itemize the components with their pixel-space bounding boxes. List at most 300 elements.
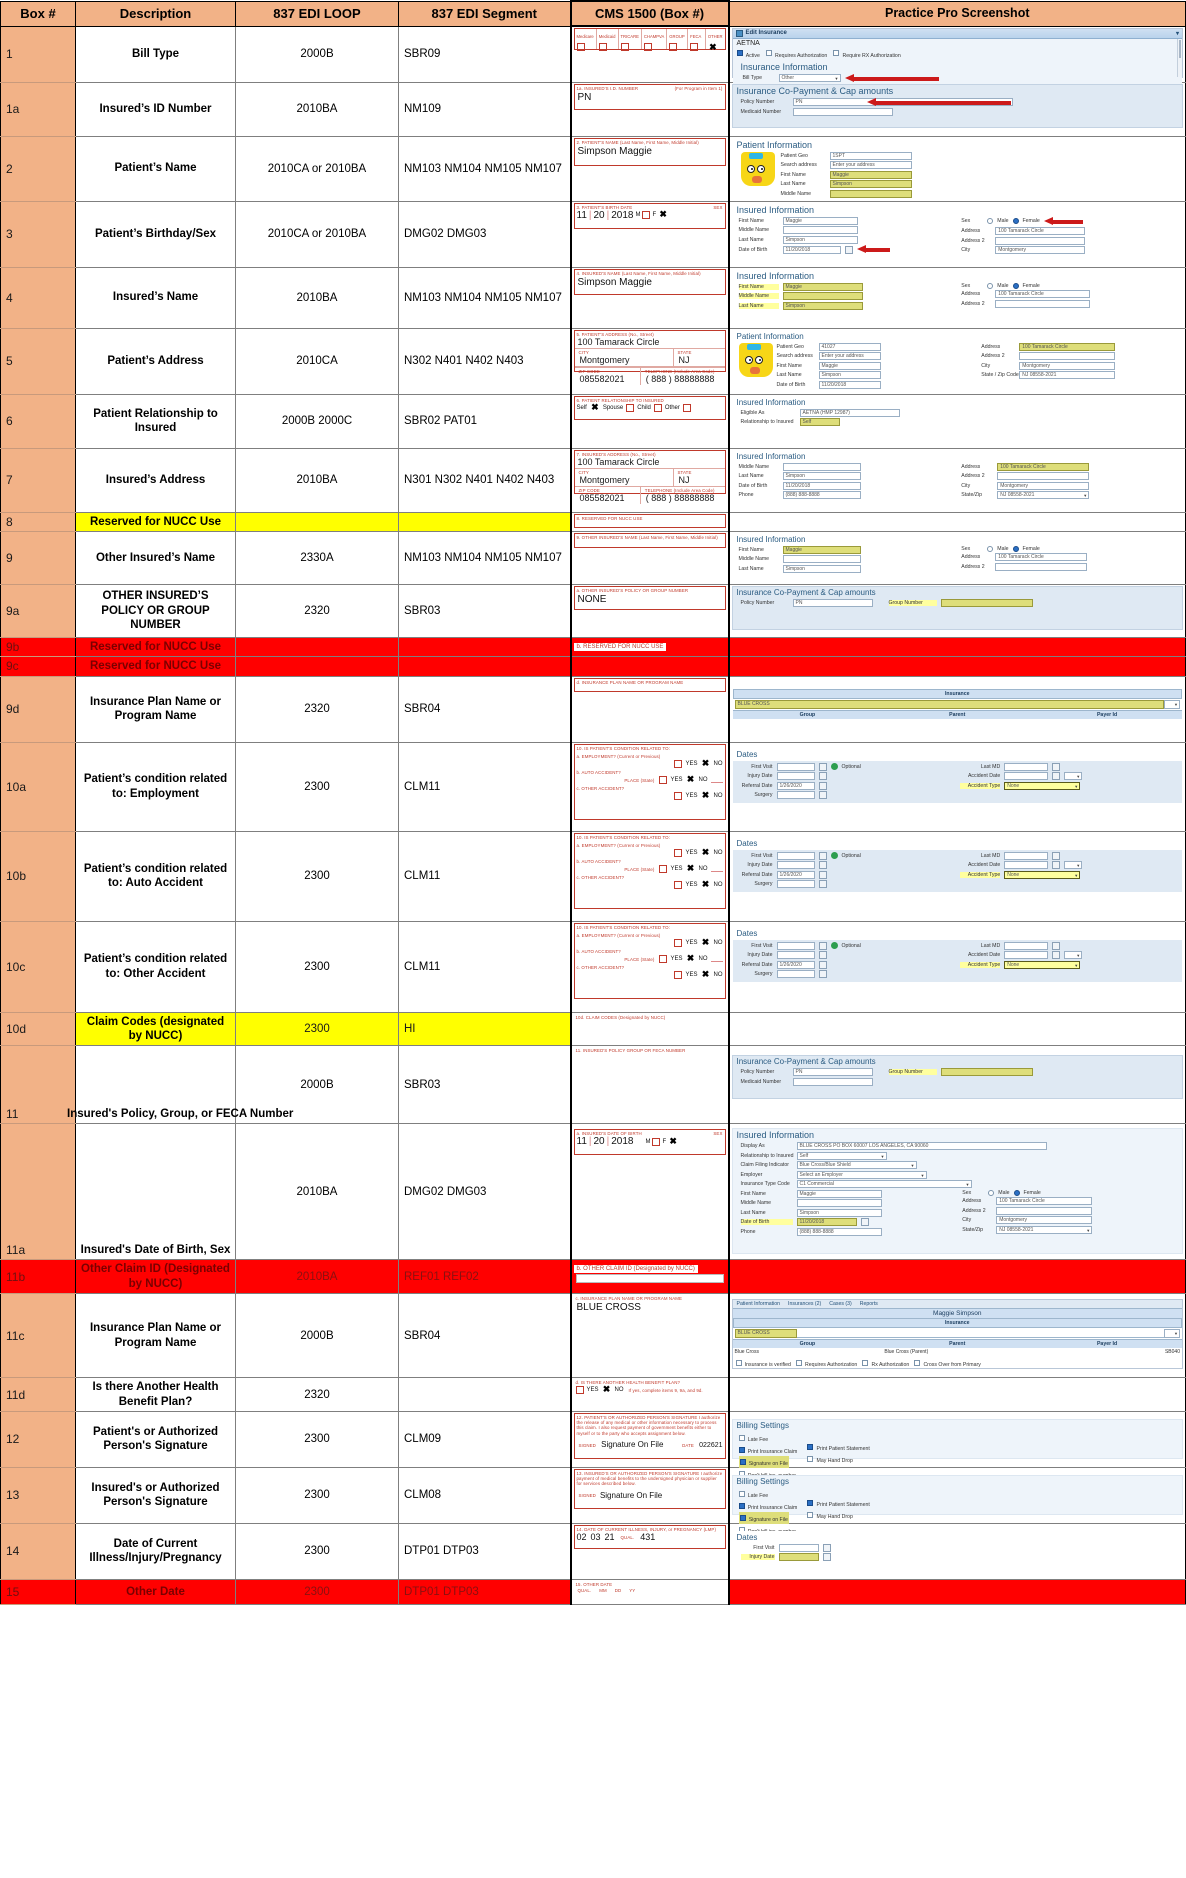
- last-name-field[interactable]: Simpson: [783, 302, 863, 310]
- row-description: Insured's Policy, Group, or FECA Number: [76, 1046, 236, 1124]
- pp-dates-panel[interactable]: [732, 748, 1184, 808]
- address-field[interactable]: 100 Tamarack Circle: [995, 290, 1090, 298]
- calendar-icon[interactable]: [819, 861, 827, 869]
- row-edi-loop: [236, 637, 399, 656]
- last-name-field[interactable]: Simpson: [819, 371, 881, 379]
- date-of-birth-field[interactable]: 11/20/2018: [797, 1218, 857, 1226]
- injury-date-field[interactable]: [779, 1553, 819, 1561]
- insurance-table-row[interactable]: [733, 1348, 1183, 1356]
- scrollbar[interactable]: [1177, 39, 1182, 77]
- row-box-number: 11d: [1, 1378, 76, 1412]
- first-name-field[interactable]: Maggie: [819, 362, 881, 370]
- calendar-icon[interactable]: [819, 951, 827, 959]
- cms-city-value: Montgomery: [579, 354, 630, 365]
- calendar-icon[interactable]: [1052, 861, 1060, 869]
- row-edi-loop: 2000B: [236, 1046, 399, 1124]
- cms-caption: 11. INSURED'S POLICY GROUP OR FECA NUMBER: [575, 1048, 686, 1054]
- cell-payer-id: SB040: [1164, 1349, 1180, 1356]
- requires-authorization-checkbox[interactable]: [796, 1360, 802, 1366]
- accident-type-select[interactable]: None ▼: [1004, 871, 1080, 879]
- surgery-field[interactable]: [777, 880, 815, 888]
- last-name-label: Last Name: [776, 372, 802, 378]
- cms-caption: 13. INSURED'S OR AUTHORIZED PERSON'S SIGNATURE I authorize payment of medical benefits to the undersigned physician or supplier for services described below.: [576, 1470, 723, 1487]
- row-description: Insured’s Address: [76, 448, 236, 512]
- pp-section-title: Insured Information: [736, 397, 806, 407]
- pp-copay-cap-panel[interactable]: [732, 586, 1184, 630]
- state-zip-label: State/Zip: [961, 492, 983, 498]
- cms-dd: 03: [590, 1531, 601, 1542]
- table-row: [1, 136, 1186, 201]
- city-field[interactable]: Montgomery: [1019, 362, 1115, 370]
- tab-patient-information[interactable]: Patient Information: [736, 1301, 781, 1308]
- address-field[interactable]: 100 Tamarack Circle: [995, 553, 1087, 561]
- row-description: Insured's Date of Birth, Sex: [76, 1124, 236, 1260]
- print-insurance-claim-checkbox[interactable]: [739, 1447, 745, 1453]
- row-description: Patient’s condition related to: Other Accident: [76, 921, 236, 1012]
- cms-caption: 10d. CLAIM CODES (Designated by NUCC): [575, 1014, 666, 1020]
- pp-billing-settings-panel[interactable]: [732, 1419, 1184, 1467]
- city-label: City: [961, 482, 971, 489]
- pp-dates-panel[interactable]: [732, 1531, 1184, 1567]
- late-fee-label: Late Fee: [747, 1436, 769, 1443]
- address2-field[interactable]: [1019, 352, 1115, 360]
- sex-male-radio[interactable]: [987, 218, 993, 224]
- sex-female-radio[interactable]: [1014, 1190, 1020, 1196]
- injury-date-field[interactable]: [777, 861, 815, 869]
- last-md-field[interactable]: [1004, 763, 1048, 771]
- row-edi-segment: HI: [399, 1012, 571, 1046]
- calendar-icon[interactable]: [819, 970, 827, 978]
- cms-sex-m-label: M: [645, 1138, 651, 1145]
- accident-date-field[interactable]: [1004, 951, 1048, 959]
- calendar-icon[interactable]: [1052, 951, 1060, 959]
- table-row: [1, 1467, 1186, 1523]
- middle-name-field[interactable]: [783, 226, 858, 234]
- print-insurance-claim-label: Print Insurance Claim: [747, 1448, 798, 1455]
- pp-insured-information-panel[interactable]: Insured Information First Name Maggie Middle Name Last Name Simpson Sex Male Female Address 100 Tamarack Circle Address 2: [732, 269, 1184, 325]
- calendar-icon[interactable]: [819, 772, 827, 780]
- middle-name-field[interactable]: [783, 555, 861, 563]
- print-patient-statement-checkbox[interactable]: [807, 1500, 813, 1506]
- state-zip-select[interactable]: NJ 08558-2021 ▼: [996, 1226, 1092, 1234]
- policy-number-field[interactable]: PN: [793, 98, 1013, 106]
- pp-billing-settings-panel[interactable]: [732, 1475, 1184, 1523]
- middle-name-field[interactable]: [830, 190, 912, 198]
- red-arrow-icon: [1044, 217, 1084, 226]
- patient-geo-label: Patient Geo: [780, 152, 808, 159]
- may-hand-drop-checkbox[interactable]: [807, 1512, 813, 1518]
- cms-caption: 14. DATE OF CURRENT ILLNESS, INJURY, or PREGNANCY (LMP): [576, 1526, 717, 1532]
- cms-sex-f-label: F: [652, 212, 657, 219]
- row-box-number: 7: [1, 448, 76, 512]
- optional-indicator-icon: [831, 942, 838, 949]
- requires-auth-checkbox[interactable]: [766, 50, 772, 56]
- address2-field[interactable]: [995, 237, 1085, 245]
- display-as-field[interactable]: BLUE CROSS PO BOX 60007 LOS ANGELES, CA 90060: [797, 1142, 1047, 1150]
- cms-form-cell: [571, 1411, 729, 1467]
- insurance-type-code-label: Insurance Type Code: [740, 1181, 790, 1188]
- policy-number-field[interactable]: PN: [793, 599, 873, 607]
- row-description: Patient Relationship to Insured: [76, 394, 236, 448]
- date-of-birth-field[interactable]: 11/20/2018: [783, 482, 861, 490]
- active-checkbox[interactable]: [737, 50, 743, 56]
- last-name-field[interactable]: Simpson: [783, 565, 861, 573]
- print-insurance-claim-checkbox[interactable]: [739, 1503, 745, 1509]
- address2-field[interactable]: [995, 563, 1087, 571]
- first-name-field[interactable]: Maggie: [783, 283, 863, 291]
- pp-dates-panel[interactable]: [732, 927, 1184, 987]
- cms-city-value: Montgomery: [579, 474, 630, 485]
- practice-pro-cell: [729, 921, 1186, 1012]
- row-description: Other Claim ID (Designated by NUCC): [76, 1260, 236, 1294]
- practice-pro-cell: [729, 1579, 1186, 1604]
- calendar-icon[interactable]: [1052, 942, 1060, 950]
- calendar-icon[interactable]: [819, 871, 827, 879]
- row-description: Reserved for NUCC Use: [76, 657, 236, 676]
- state-zip-select[interactable]: NJ 08558-2021 ▼: [997, 491, 1089, 499]
- calendar-icon[interactable]: [1052, 772, 1060, 780]
- group-number-label: Group Number: [889, 1069, 937, 1075]
- first-name-field[interactable]: Maggie: [797, 1190, 882, 1198]
- tab-reports[interactable]: Reports: [859, 1301, 878, 1308]
- insurance-selected-field[interactable]: BLUE CROSS: [735, 1329, 797, 1338]
- late-fee-checkbox[interactable]: [739, 1491, 745, 1497]
- calendar-icon[interactable]: [819, 852, 827, 860]
- tab-insurances[interactable]: Insurances (2): [788, 1301, 822, 1308]
- pp-copay-cap-panel[interactable]: [732, 84, 1184, 128]
- table-row: [1, 1012, 1186, 1046]
- tab-cases[interactable]: Cases (3): [829, 1301, 852, 1308]
- address-label: Address: [961, 463, 981, 470]
- pp-section-title: Dates: [736, 749, 758, 759]
- signature-on-file-checkbox[interactable]: [740, 1459, 746, 1465]
- accident-sub-select[interactable]: [1064, 772, 1082, 780]
- relationship-to-insured-field[interactable]: Self: [800, 418, 840, 426]
- last-name-field[interactable]: Simpson: [830, 180, 912, 188]
- last-md-field[interactable]: [1004, 942, 1048, 950]
- pp-section-title: Insured Information: [736, 451, 806, 461]
- red-arrow-icon: [857, 245, 891, 254]
- sex-female-radio[interactable]: [1013, 546, 1019, 552]
- middle-name-field[interactable]: [783, 292, 863, 300]
- display-as-label: Display As: [740, 1143, 765, 1150]
- cms-form-cell: [571, 921, 729, 1012]
- row-edi-segment: SBR04: [399, 1294, 571, 1378]
- referral-date-label: Referral Date: [741, 782, 773, 789]
- cms-form-cell: [571, 742, 729, 831]
- calendar-icon[interactable]: [819, 791, 827, 799]
- bill-type-label: Bill Type: [742, 75, 763, 81]
- row-edi-segment: N301 N302 N401 N402 N403: [399, 448, 571, 512]
- chevron-down-icon[interactable]: [1164, 700, 1180, 709]
- date-of-birth-field[interactable]: 11/20/2018: [783, 246, 841, 254]
- cell-parent: Blue Cross (Parent): [884, 1349, 929, 1356]
- cms-form-cell: [571, 201, 729, 267]
- calendar-icon[interactable]: [819, 782, 827, 790]
- injury-date-field[interactable]: [777, 772, 815, 780]
- pp-insurance-grid[interactable]: [732, 688, 1184, 733]
- sex-male-radio[interactable]: [988, 1190, 994, 1196]
- last-name-label: Last Name: [740, 1209, 766, 1216]
- table-row: [1, 742, 1186, 831]
- row-edi-segment: CLM11: [399, 831, 571, 921]
- pp-insured-information-panel[interactable]: Insured Information First Name Maggie Middle Name Last Name Simpson Date of Birth 11/20/2018 Sex Male Female Address 100 Tamarack Circle Address 2 City Montgomery: [732, 203, 1184, 263]
- yes-label: YES: [586, 1387, 599, 1394]
- accident-type-label: Accident Type: [960, 872, 1000, 878]
- cms-insurance-plan-name-box: [574, 1295, 726, 1319]
- sex-male-radio[interactable]: [987, 283, 993, 289]
- row-edi-segment: REF01 REF02: [399, 1260, 571, 1294]
- medicaid-number-field[interactable]: [793, 1078, 873, 1086]
- calendar-icon[interactable]: [819, 961, 827, 969]
- date-of-birth-field[interactable]: 11/20/2018: [819, 381, 881, 389]
- cms-insured-id-box: [574, 84, 726, 110]
- cms-caption: 1a. INSURED'S I.D. NUMBER: [576, 85, 639, 91]
- accident-sub-select[interactable]: [1064, 861, 1082, 869]
- last-md-field[interactable]: [1004, 852, 1048, 860]
- pp-insured-information-panel[interactable]: [732, 450, 1184, 508]
- chevron-down-icon[interactable]: [1164, 1329, 1180, 1338]
- require-rx-auth-checkbox[interactable]: [833, 50, 839, 56]
- cms-phone-value: ( 888 ) 88888888: [645, 493, 715, 504]
- row-edi-loop: 2010BA: [236, 82, 399, 136]
- city-field[interactable]: Montgomery: [995, 246, 1085, 254]
- col-header-edi-loop: 837 EDI LOOP: [236, 1, 399, 26]
- cms-signature-value: Signature On File: [601, 1440, 664, 1449]
- accident-type-select[interactable]: None ▼: [1004, 782, 1080, 790]
- group-number-field[interactable]: [941, 1068, 1033, 1076]
- signature-on-file-checkbox[interactable]: [740, 1515, 746, 1521]
- calendar-icon[interactable]: [1052, 763, 1060, 771]
- calendar-icon[interactable]: [1052, 852, 1060, 860]
- eligible-as-field[interactable]: AETNA (HMP 12987): [800, 409, 900, 417]
- row-edi-loop: 2300: [236, 742, 399, 831]
- cms-insured-address-box: 7. INSURED'S ADDRESS (No., Street) 100 Tamarack Circle CITY Montgomery STATE NJ ZIP CODE 085582021 TELEPHONE (Include Area Code) ( 888 ) 88888888: [574, 450, 726, 494]
- middle-name-label: Middle Name: [738, 556, 770, 563]
- city-label: City: [961, 247, 971, 253]
- calendar-icon[interactable]: [823, 1553, 831, 1561]
- cms-address-value: 100 Tamarack Circle: [577, 336, 660, 347]
- first-visit-field[interactable]: [777, 763, 815, 771]
- row-edi-loop: 2300: [236, 1467, 399, 1523]
- city-field[interactable]: Montgomery: [996, 1216, 1092, 1224]
- bill-type-select[interactable]: Other ▼: [779, 74, 841, 82]
- late-fee-checkbox[interactable]: [739, 1435, 745, 1441]
- calendar-icon[interactable]: [819, 763, 827, 771]
- first-name-label: First Name: [738, 546, 764, 553]
- address-field[interactable]: 100 Tamarack Circle: [995, 227, 1085, 235]
- city-label: City: [981, 362, 991, 369]
- first-name-label: First Name: [776, 362, 802, 369]
- row-edi-segment: SBR04: [399, 676, 571, 742]
- cms-caption: 10. IS PATIENT'S CONDITION RELATED TO:: [576, 834, 671, 840]
- patient-geo-field[interactable]: 41027: [819, 343, 881, 351]
- signature-on-file-label: Signature on File: [748, 1460, 788, 1467]
- address2-label: Address 2: [961, 237, 985, 244]
- table-row: [1, 267, 1186, 328]
- practice-pro-cell: [729, 1294, 1186, 1378]
- address-label: Address: [961, 554, 981, 561]
- cms-another-health-plan-box: d. IS THERE ANOTHER HEALTH BENEFIT PLAN? YES ✖ NO If yes, complete items 9, 9a, and 9d.: [574, 1379, 726, 1403]
- rel-self-label: Self: [576, 404, 587, 411]
- optional-label: Optional: [841, 763, 861, 770]
- phone-field[interactable]: (888) 888-8888: [783, 491, 861, 499]
- row-edi-segment: NM103 NM104 NM105 NM107: [399, 531, 571, 584]
- sex-female-radio[interactable]: [1013, 283, 1019, 289]
- calendar-icon[interactable]: [823, 1544, 831, 1552]
- pp-patient-information-panel[interactable]: [732, 330, 1184, 392]
- accident-type-select[interactable]: None ▼: [1004, 961, 1080, 969]
- search-address-field[interactable]: Enter your address: [830, 161, 912, 169]
- address2-field[interactable]: [997, 472, 1089, 480]
- surgery-field[interactable]: [777, 970, 815, 978]
- first-name-field[interactable]: Maggie: [783, 217, 858, 225]
- table-row: [1, 1411, 1186, 1467]
- referral-date-field[interactable]: 1/26/2020: [777, 871, 815, 879]
- cms-form-cell: [571, 448, 729, 512]
- row-edi-loop: 2010CA or 2010BA: [236, 201, 399, 267]
- pp-window-titlebar: [733, 29, 1183, 39]
- address-field[interactable]: 100 Tamarack Circle: [997, 463, 1089, 471]
- pp-patient-information-panel[interactable]: [732, 138, 1184, 198]
- cms-form-cell: [571, 1046, 729, 1124]
- calendar-icon[interactable]: [861, 1218, 869, 1226]
- city-field[interactable]: Montgomery: [997, 482, 1089, 490]
- first-name-label: First Name: [739, 284, 779, 290]
- practice-pro-cell: [729, 1012, 1186, 1046]
- print-patient-statement-checkbox[interactable]: [807, 1444, 813, 1450]
- insurance-verified-checkbox[interactable]: [736, 1360, 742, 1366]
- state-zip-label: State / Zip Code: [981, 372, 1019, 378]
- group-number-field[interactable]: [941, 599, 1033, 607]
- cms-insurance-plan-name-box: [574, 678, 726, 692]
- address-field[interactable]: 100 Tamarack Circle: [1019, 343, 1115, 351]
- address2-label: Address 2: [962, 1207, 986, 1214]
- patient-geo-field[interactable]: 1SPT: [830, 152, 912, 160]
- row-box-number: 10a: [1, 742, 76, 831]
- first-visit-field[interactable]: [777, 852, 815, 860]
- row-edi-loop: 2010BA: [236, 448, 399, 512]
- cms-employment-label: a. EMPLOYMENT? (Current or Previous): [576, 842, 661, 848]
- pp-insurances-tab-panel[interactable]: [732, 1299, 1184, 1369]
- row-description: Patient’s Address: [76, 328, 236, 394]
- first-name-field[interactable]: Maggie: [783, 546, 861, 554]
- practice-pro-cell: [729, 676, 1186, 742]
- calendar-icon[interactable]: [819, 880, 827, 888]
- last-md-label: Last MD: [980, 852, 1001, 859]
- address2-field[interactable]: [995, 300, 1090, 308]
- close-icon[interactable]: ▾: [1175, 30, 1179, 37]
- pp-edit-insurance-window[interactable]: [732, 28, 1184, 81]
- cms-form-cell: [571, 657, 729, 676]
- last-name-field[interactable]: Simpson: [783, 236, 858, 244]
- search-address-field[interactable]: Enter your address: [819, 352, 881, 360]
- table-body: [1, 26, 1186, 1604]
- cms-caption: b. OTHER CLAIM ID (Designated by NUCC): [574, 1265, 698, 1273]
- cms-employment-label: a. EMPLOYMENT? (Current or Previous): [576, 753, 661, 759]
- insurance-selected-field[interactable]: BLUE CROSS: [735, 700, 1165, 709]
- row-description: Patient’s condition related to: Employment: [76, 742, 236, 831]
- may-hand-drop-checkbox[interactable]: [807, 1456, 813, 1462]
- sex-female-radio[interactable]: [1013, 218, 1019, 224]
- pp-insured-information-panel[interactable]: Insured Information First Name Maggie Middle Name Last Name Simpson Sex Male Female Address 100 Tamarack Circle Address 2: [732, 533, 1184, 581]
- policy-number-label: Policy Number: [740, 599, 775, 606]
- address2-label: Address 2: [961, 563, 985, 570]
- accident-date-label: Accident Date: [967, 862, 1001, 869]
- last-name-field[interactable]: Simpson: [783, 472, 861, 480]
- cms-sex-caption: SEX: [713, 1131, 723, 1137]
- injury-date-field[interactable]: [777, 951, 815, 959]
- first-visit-field[interactable]: [779, 1544, 819, 1552]
- medicaid-number-field[interactable]: [793, 108, 893, 116]
- accident-date-field[interactable]: [1004, 772, 1048, 780]
- row-edi-loop: 2010BA: [236, 267, 399, 328]
- cms-date-current-illness-box: [574, 1525, 726, 1549]
- cross-over-primary-checkbox[interactable]: [914, 1360, 920, 1366]
- middle-name-field[interactable]: [783, 463, 861, 471]
- row-box-number: 11c: [1, 1294, 76, 1378]
- employer-select[interactable]: Select an Employer ▼: [797, 1171, 927, 1179]
- middle-name-field[interactable]: [797, 1199, 882, 1207]
- pp-dates-panel[interactable]: [732, 837, 1184, 897]
- accident-date-field[interactable]: [1004, 861, 1048, 869]
- pp-section-title: Insured Information: [736, 204, 815, 215]
- claim-filing-indicator-select[interactable]: Blue Cross/Blue Shield ▼: [797, 1161, 917, 1169]
- first-name-field[interactable]: Maggie: [830, 171, 912, 179]
- referral-date-field[interactable]: 1/26/2020: [777, 961, 815, 969]
- address2-field[interactable]: [996, 1207, 1092, 1215]
- state-zip-field[interactable]: NJ 08558-2021: [1019, 371, 1115, 379]
- last-name-label: Last Name: [780, 181, 806, 187]
- pp-copay-cap-panel[interactable]: [732, 1055, 1184, 1099]
- address-field[interactable]: 100 Tamarack Circle: [996, 1197, 1092, 1205]
- cms-insured-name-box: [574, 269, 726, 295]
- policy-number-label: Policy Number: [740, 1069, 775, 1076]
- cms-value: NONE: [577, 593, 607, 605]
- referral-date-field[interactable]: 1/26/2020: [777, 782, 815, 790]
- calendar-icon[interactable]: [845, 246, 853, 254]
- row-box-number: 8: [1, 512, 76, 531]
- pp-section-title: Insured Information: [736, 534, 806, 544]
- cms-auto-accident-label: b. AUTO ACCIDENT?: [576, 858, 621, 864]
- pp-tab-strip[interactable]: [733, 1300, 1183, 1309]
- cms-signature-value: Signature On File: [599, 1490, 663, 1500]
- row-description: Other Insured’s Name: [76, 531, 236, 584]
- phone-field[interactable]: (888) 888-8888: [797, 1228, 882, 1236]
- calendar-icon[interactable]: [819, 942, 827, 950]
- insurance-type-code-select[interactable]: C1 Commercial ▼: [797, 1180, 972, 1188]
- rx-authorization-checkbox[interactable]: [862, 1360, 868, 1366]
- address2-label: Address 2: [961, 300, 985, 307]
- pp-insured-information-panel[interactable]: Insured Information Display As BLUE CROSS PO BOX 60007 LOS ANGELES, CA 90060 Relationship to Insured Self ▼ Claim Filing Indicator Blue Cross/Blue Shield ▼ Employer Select an Employer ▼ Insurance Type Code C1 Commercial ▼ First Name Maggie Middle Name Last Name Simpson Date of Birth 11/20/2018 Phone (888) 888-8888 Sex Male Female Address 100 Tamarack Circle Address 2 City Montgomery State/Zip NJ 08558-2021 ▼: [732, 1128, 1184, 1254]
- row-box-number: 9: [1, 531, 76, 584]
- pp-payer-name: AETNA: [736, 39, 760, 47]
- relationship-to-insured-select[interactable]: Self ▼: [797, 1152, 887, 1160]
- surgery-field[interactable]: [777, 791, 815, 799]
- city-label: City: [962, 1217, 972, 1224]
- last-name-field[interactable]: Simpson: [797, 1209, 882, 1217]
- pp-insured-information-panel[interactable]: [732, 396, 1184, 444]
- row-edi-loop: 2300: [236, 1523, 399, 1579]
- policy-number-field[interactable]: PN: [793, 1068, 873, 1076]
- date-of-birth-label: Date of Birth: [738, 246, 768, 253]
- col-payer-id: Payer Id: [1032, 1340, 1182, 1348]
- practice-pro-cell: [729, 1378, 1186, 1412]
- group-number-label: Group Number: [889, 600, 937, 606]
- first-visit-field[interactable]: [777, 942, 815, 950]
- accident-sub-select[interactable]: [1064, 951, 1082, 959]
- sex-male-radio[interactable]: [987, 546, 993, 552]
